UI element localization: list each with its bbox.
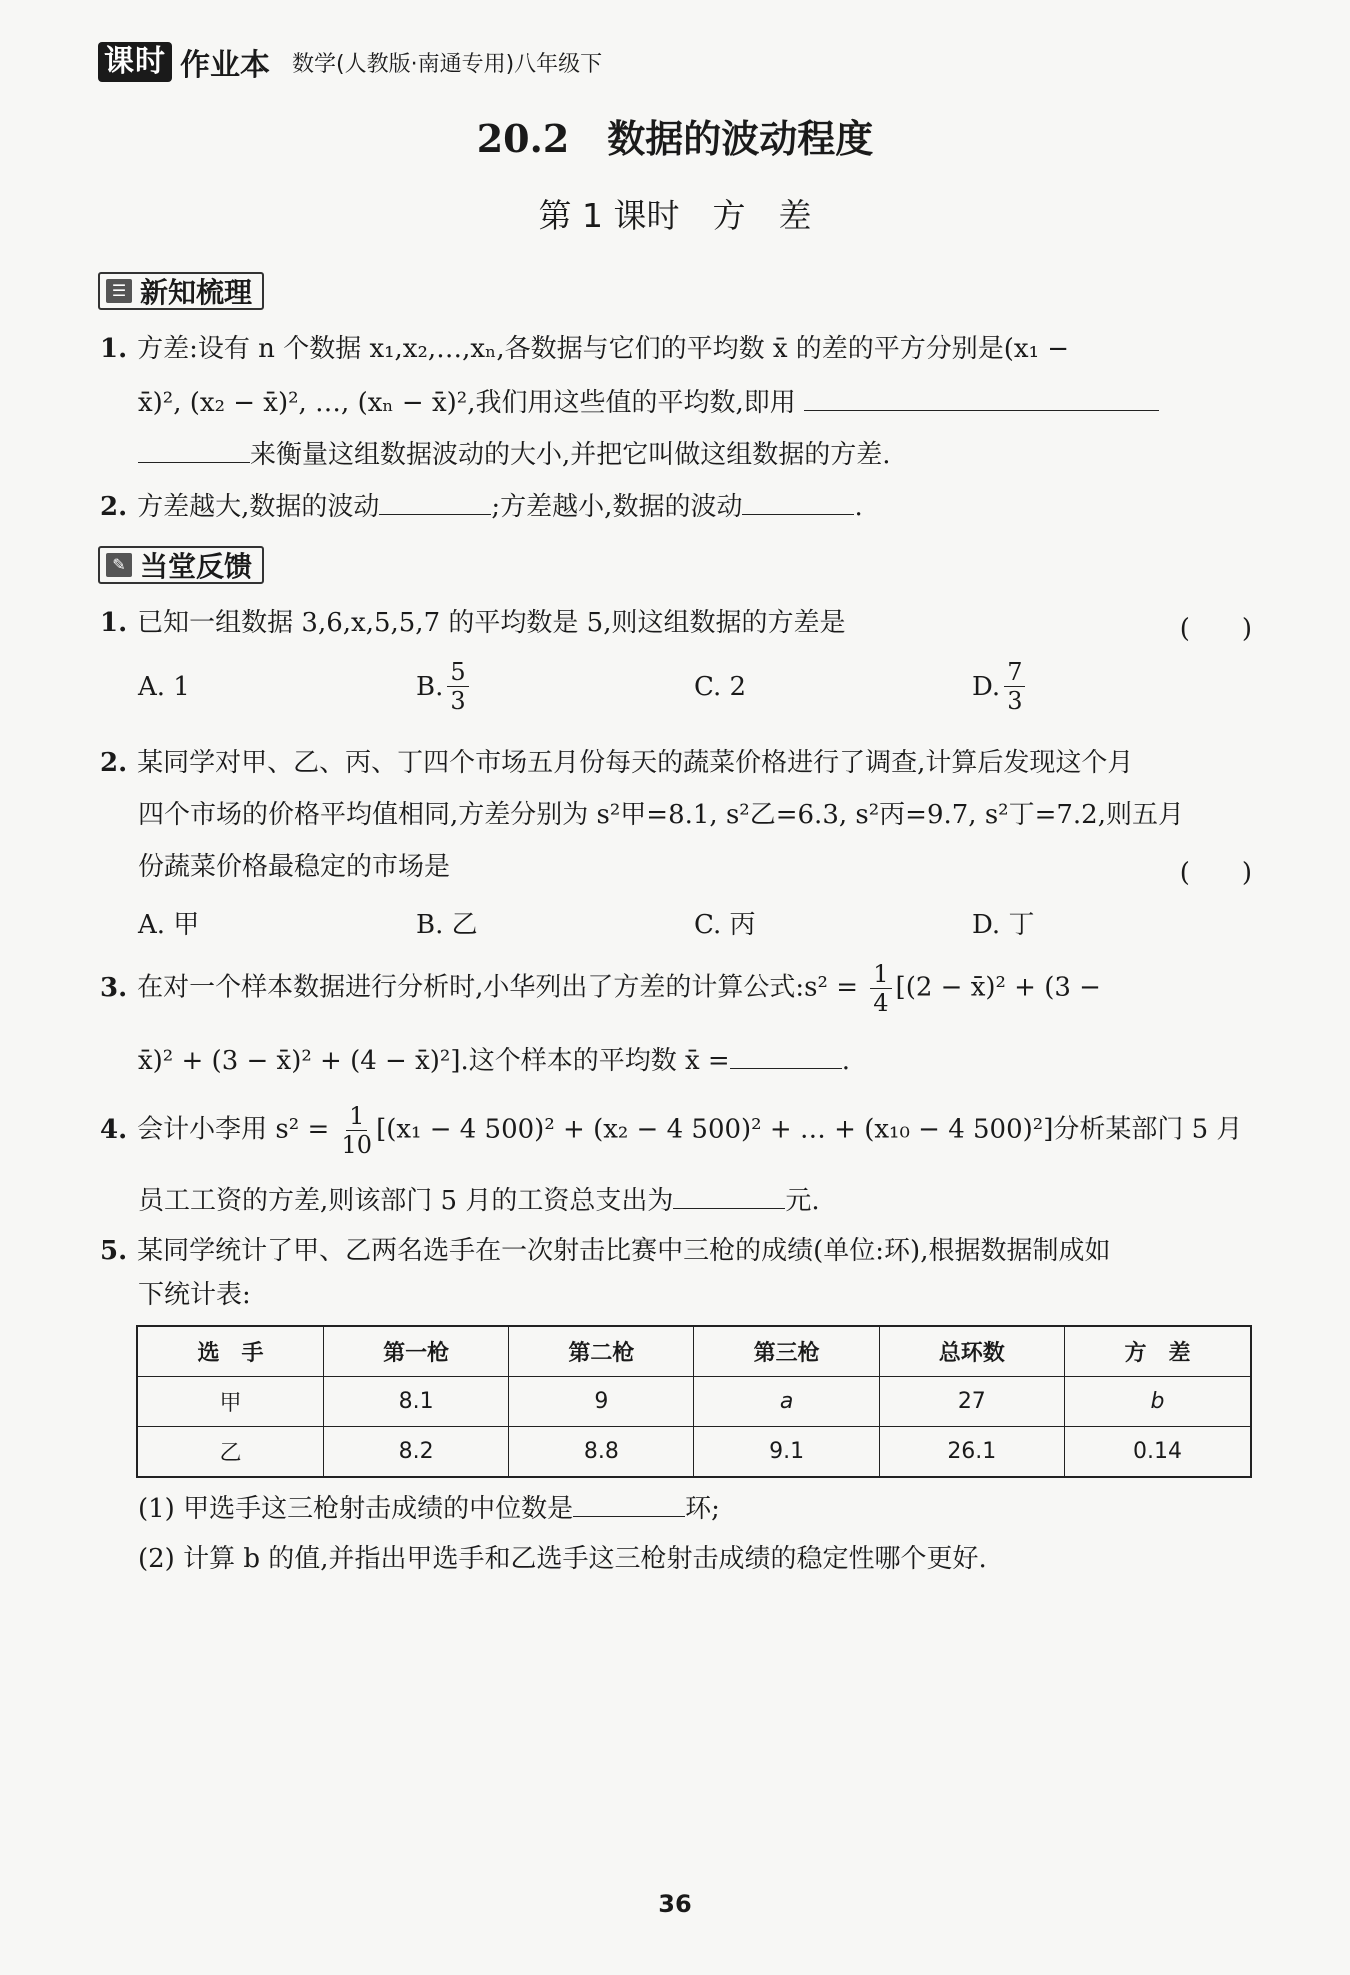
page-title: 20.2 数据的波动程度 xyxy=(476,116,874,161)
question-text: 某同学对甲、乙、丙、丁四个市场五月份每天的蔬菜价格进行了调查,计算后发现这个月 xyxy=(137,748,1134,778)
table-cell: 9.1 xyxy=(694,1427,879,1478)
numerator: 7 xyxy=(1004,660,1025,687)
question-text: . xyxy=(854,492,863,522)
question-text: 某同学统计了甲、乙两名选手在一次射击比赛中三枪的成绩(单位:环),根据数据制成如 xyxy=(137,1236,1111,1266)
question-text: 方差越大,数据的波动 xyxy=(137,492,380,522)
answer-blank[interactable] xyxy=(730,1044,842,1069)
fraction xyxy=(1004,660,1025,713)
column-header: 选 手 xyxy=(137,1326,324,1377)
question-text: 会计小李用 s² = xyxy=(137,1114,330,1145)
question-text: . xyxy=(841,1046,850,1076)
answer-blank[interactable] xyxy=(673,1184,785,1209)
answer-blank[interactable] xyxy=(573,1492,685,1517)
option-d[interactable] xyxy=(972,660,1250,713)
option-label: B. xyxy=(416,671,444,702)
numerator: 1 xyxy=(346,1104,367,1131)
question-text: x̄)², (x₂ − x̄)², …, (xₙ − x̄)²,我们用这些值的平均数,即用 xyxy=(138,388,796,418)
fraction xyxy=(447,660,468,713)
section-heading-feedback xyxy=(98,546,264,584)
question-number: 5. xyxy=(100,1236,128,1266)
table-cell: 8.8 xyxy=(509,1427,694,1478)
lesson-subtitle: 第 1 课时 方 差 xyxy=(538,196,812,235)
table-cell: 27 xyxy=(879,1377,1064,1427)
page-number: 36 xyxy=(658,1890,692,1918)
denominator: 4 xyxy=(873,989,889,1017)
question-text: 环; xyxy=(685,1494,720,1524)
score-table xyxy=(136,1325,1252,1478)
section-heading-label: 当堂反馈 xyxy=(140,550,253,583)
option-c[interactable]: C. 丙 xyxy=(694,910,756,940)
table-cell: 9 xyxy=(509,1377,694,1427)
question-line xyxy=(138,438,891,471)
question-number: 3. xyxy=(100,972,128,1003)
question-number: 2. xyxy=(100,492,128,522)
fraction xyxy=(870,962,891,1015)
answer-blank[interactable] xyxy=(379,490,491,515)
table-cell: 8.1 xyxy=(324,1377,509,1427)
question-text: 方差:设有 n 个数据 x₁,x₂,…,xₙ,各数据与它们的平均数 x̄ 的差的平方分别是(x₁ − xyxy=(137,334,1070,364)
fraction xyxy=(342,1104,373,1157)
question-text: [(2 − x̄)² + (3 − xyxy=(895,972,1101,1003)
table-row xyxy=(137,1377,1251,1427)
column-header: 第二枪 xyxy=(509,1326,694,1377)
question-line xyxy=(100,490,863,523)
subject-label: 数学(人教版·南通专用)八年级下 xyxy=(292,51,603,77)
answer-blank[interactable] xyxy=(138,438,250,463)
option-b[interactable] xyxy=(416,660,694,713)
numerator: 1 xyxy=(870,962,891,989)
question-line xyxy=(100,1236,1110,1267)
table-cell: 甲 xyxy=(137,1377,324,1427)
sub-question-line: (2) 计算 b 的值,并指出甲选手和乙选手这三枪射击成绩的稳定性哪个更好. xyxy=(138,1544,987,1574)
answer-parentheses[interactable]: ( ) xyxy=(1179,858,1252,888)
question-line: 四个市场的价格平均值相同,方差分别为 s²甲=8.1, s²乙=6.3, s²丙=9.7, s²丁=7.2,则五月 xyxy=(138,800,1184,830)
answer-parentheses[interactable]: ( ) xyxy=(1179,614,1252,644)
question-line xyxy=(138,1184,820,1217)
pencil-icon: ✎ xyxy=(106,553,132,577)
question-text: ;方差越小,数据的波动 xyxy=(491,492,743,522)
question-text: 已知一组数据 3,6,x,5,5,7 的平均数是 5,则这组数据的方差是 xyxy=(137,608,846,638)
question-number: 1. xyxy=(100,608,128,638)
section-heading-new-knowledge xyxy=(98,272,264,310)
column-header: 第三枪 xyxy=(694,1326,879,1377)
book-header xyxy=(98,40,602,84)
numerator: 5 xyxy=(447,660,468,687)
question-number: 1. xyxy=(100,334,128,364)
answer-blank[interactable] xyxy=(804,386,1159,411)
book-name: 作业本 xyxy=(180,48,270,83)
column-header: 总环数 xyxy=(879,1326,1064,1377)
series-logo: 课时 xyxy=(98,42,172,82)
table-cell: 26.1 xyxy=(879,1427,1064,1478)
answer-blank[interactable] xyxy=(742,490,854,515)
question-line xyxy=(100,962,1101,1015)
question-line xyxy=(100,748,1133,779)
table-cell: a xyxy=(694,1377,879,1427)
question-line: 下统计表: xyxy=(138,1280,251,1310)
option-label: D. xyxy=(972,671,1001,702)
question-line: 份蔬菜价格最稳定的市场是 xyxy=(138,852,451,882)
question-number: 4. xyxy=(100,1114,128,1145)
sub-question-line xyxy=(138,1492,720,1525)
table-cell: 0.14 xyxy=(1064,1427,1251,1478)
question-line xyxy=(100,608,845,639)
question-line xyxy=(100,1104,1242,1157)
option-c[interactable]: C. 2 xyxy=(694,671,747,702)
column-header: 方 差 xyxy=(1064,1326,1251,1377)
choice-options xyxy=(138,904,1250,941)
column-header: 第一枪 xyxy=(324,1326,509,1377)
table-row xyxy=(137,1427,1251,1478)
denominator: 3 xyxy=(450,687,466,715)
question-text: (1) 甲选手这三枪射击成绩的中位数是 xyxy=(138,1494,574,1524)
choice-options xyxy=(138,660,1250,713)
option-d[interactable]: D. 丁 xyxy=(972,910,1035,940)
question-number: 2. xyxy=(100,748,128,778)
question-text: 元. xyxy=(785,1186,820,1216)
section-heading-label: 新知梳理 xyxy=(140,276,253,309)
question-line xyxy=(138,386,1159,419)
question-line xyxy=(100,334,1069,365)
table-cell: 8.2 xyxy=(324,1427,509,1478)
denominator: 10 xyxy=(341,1131,373,1159)
book-icon: ☰ xyxy=(106,279,132,303)
question-text: 来衡量这组数据波动的大小,并把它叫做这组数据的方差. xyxy=(250,440,891,470)
question-text: 在对一个样本数据进行分析时,小华列出了方差的计算公式:s² = xyxy=(137,972,858,1003)
question-text: 员工工资的方差,则该部门 5 月的工资总支出为 xyxy=(138,1186,674,1216)
question-line xyxy=(138,1044,850,1077)
table-cell: b xyxy=(1064,1377,1251,1427)
table-cell: 乙 xyxy=(137,1427,324,1478)
question-text: x̄)² + (3 − x̄)² + (4 − x̄)²].这个样本的平均数 x̄ = xyxy=(138,1046,730,1076)
denominator: 3 xyxy=(1007,687,1023,715)
table-header-row xyxy=(137,1326,1251,1377)
option-a[interactable]: A. 甲 xyxy=(138,910,200,940)
option-a[interactable]: A. 1 xyxy=(138,671,190,702)
option-b[interactable]: B. 乙 xyxy=(416,910,478,940)
question-text: [(x₁ − 4 500)² + (x₂ − 4 500)² + … + (x₁₀ − 4 500)²]分析某部门 5 月 xyxy=(376,1114,1243,1145)
